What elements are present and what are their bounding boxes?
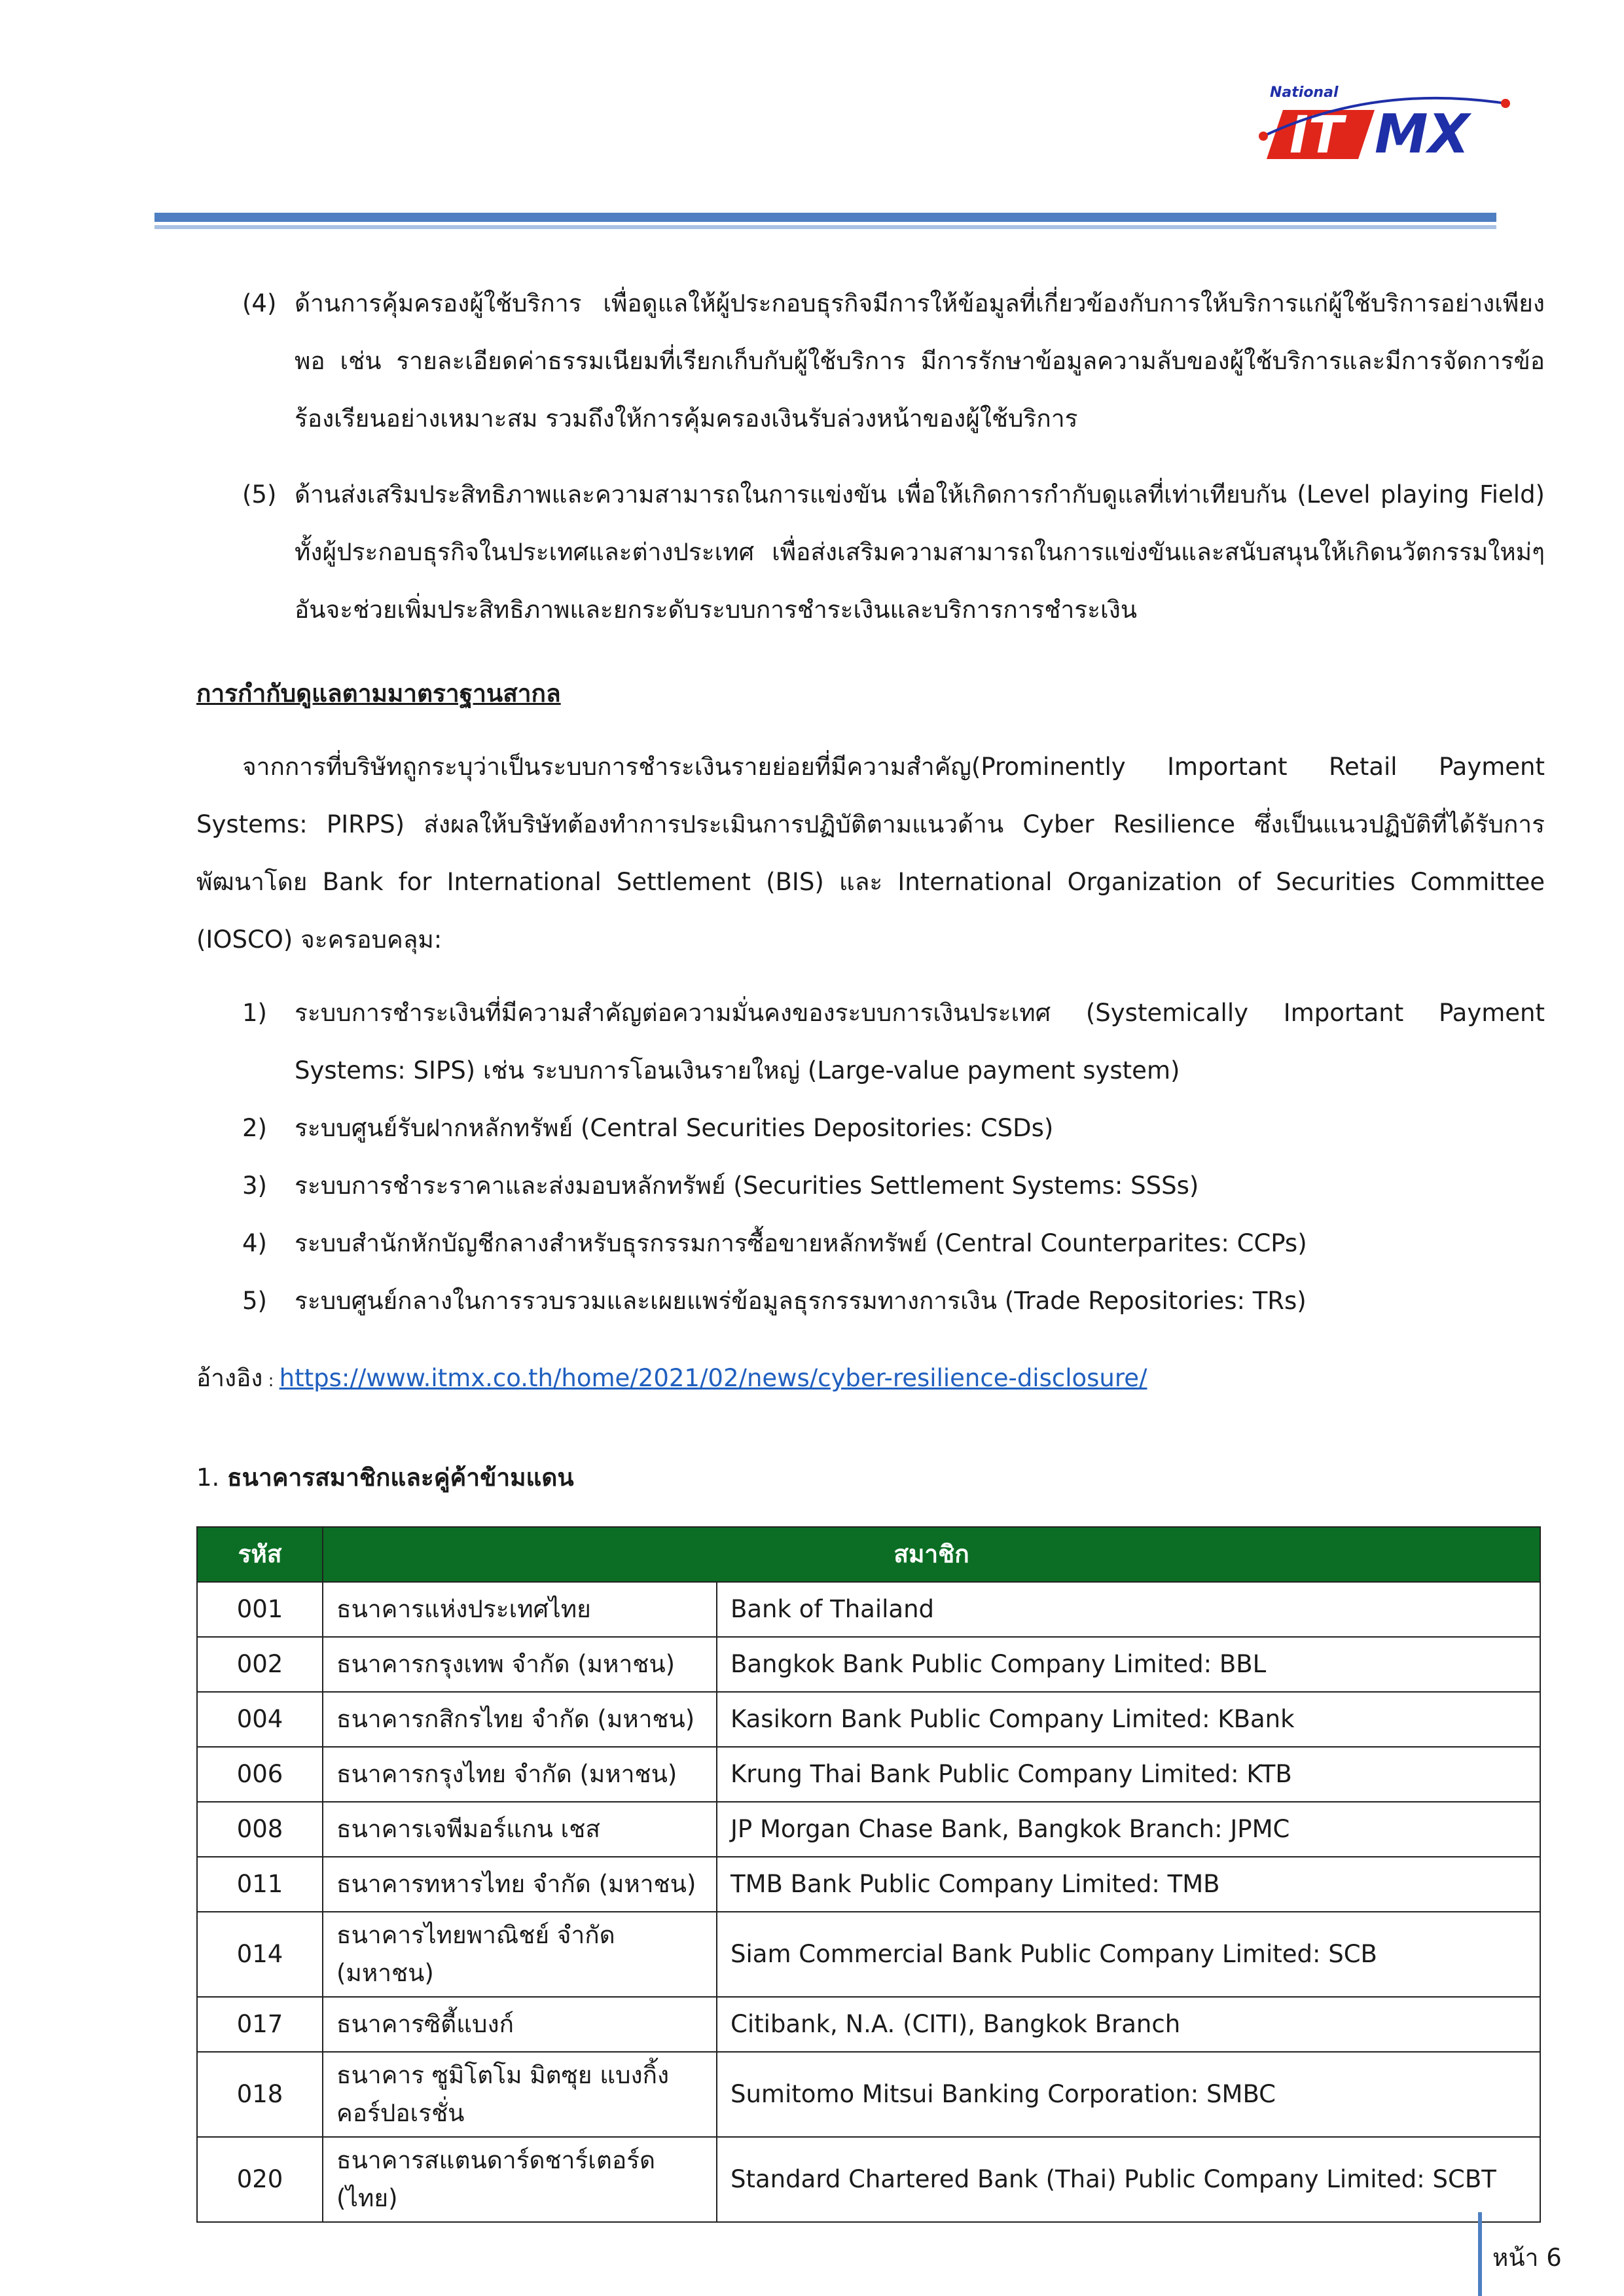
page-number: หน้า 6	[1492, 2244, 1562, 2272]
list-item-number: 3)	[242, 1172, 267, 1200]
list-item-text: ระบบศูนย์รับฝากหลักทรัพย์ (Central Securities Depositories: CSDs)	[295, 1114, 1054, 1142]
table-row	[197, 1802, 1540, 1857]
list-item	[196, 1100, 1545, 1157]
row-code: 001	[197, 1582, 323, 1637]
intro-item	[196, 275, 1545, 448]
row-thai-name: ธนาคารซิตี้แบงก์	[323, 1997, 717, 2052]
row-english-name: Bangkok Bank Public Company Limited: BBL	[717, 1637, 1540, 1692]
list-item	[196, 1215, 1545, 1272]
row-code: 018	[197, 2052, 323, 2137]
list-item-number: 1)	[242, 999, 267, 1027]
row-code: 020	[197, 2137, 323, 2222]
row-code: 002	[197, 1637, 323, 1692]
reference-label: อ้างอิง	[196, 1364, 263, 1392]
row-thai-name: ธนาคารกรุงไทย จำกัด (มหาชน)	[323, 1747, 717, 1802]
list-item-text: ระบบการชำระเงินที่มีความสำคัญต่อความมั่นคงของระบบการเงินประเทศ (Systemically Important Payment Systems: SIPS) เช่น ระบบการโอนเงินรายใหญ่ (Large-value payment system)	[295, 999, 1545, 1085]
table-row	[197, 2137, 1540, 2222]
intro-item-number: (4)	[242, 289, 277, 317]
members-table	[196, 1526, 1541, 2223]
row-english-name: TMB Bank Public Company Limited: TMB	[717, 1857, 1540, 1912]
document-content	[196, 275, 1545, 2223]
row-english-name: Sumitomo Mitsui Banking Corporation: SMBC	[717, 2052, 1540, 2137]
list-item	[196, 1157, 1545, 1215]
row-code: 017	[197, 1997, 323, 2052]
logo-small-text: National	[1270, 84, 1339, 101]
row-code: 004	[197, 1692, 323, 1747]
row-english-name: Standard Chartered Bank (Thai) Public Company Limited: SCBT	[717, 2137, 1540, 2222]
row-code: 006	[197, 1747, 323, 1802]
intro-item-text: ด้านการคุ้มครองผู้ใช้บริการ เพื่อดูแลให้ผู้ประกอบธุรกิจมีการให้ข้อมูลที่เกี่ยวข้องกับการให้บริการแก่ผู้ใช้บริการอย่างเพียงพอ เช่น รายละเอียดค่าธรรมเนียมที่เรียกเก็บกับผู้ใช้บริการ มีการรักษาข้อมูลความลับของผู้ใช้บริการและมีการจัดการข้อร้องเรียนอย่างเหมาะสม รวมถึงให้การคุ้มครองเงินรับล่วงหน้าของผู้ใช้บริการ	[295, 289, 1545, 433]
list-item-text: ระบบศูนย์กลางในการรวบรวมและเผยแพร่ข้อมูลธุรกรรมทางการเงิน (Trade Repositories: TRs)	[295, 1287, 1307, 1315]
logo-it-text: IT	[1290, 106, 1344, 165]
table-heading-title: ธนาคารสมาชิกและคู่ค้าข้ามแดน	[227, 1463, 574, 1492]
reference-link[interactable]: https://www.itmx.co.th/home/2021/02/news/cyber-resilience-disclosure/	[279, 1364, 1147, 1392]
row-code: 011	[197, 1857, 323, 1912]
row-code: 014	[197, 1912, 323, 1997]
header-member: สมาชิก	[323, 1527, 1540, 1582]
table-header-row	[197, 1527, 1540, 1582]
row-english-name: Bank of Thailand	[717, 1582, 1540, 1637]
list-item	[196, 984, 1545, 1100]
table-row	[197, 1637, 1540, 1692]
table-row	[197, 1582, 1540, 1637]
itmx-logo-graphic	[1244, 71, 1525, 169]
row-thai-name: ธนาคารกรุงเทพ จำกัด (มหาชน)	[323, 1637, 717, 1692]
list-item-number: 5)	[242, 1287, 267, 1315]
row-thai-name: ธนาคารกสิกรไทย จำกัด (มหาชน)	[323, 1692, 717, 1747]
list-item-number: 2)	[242, 1114, 267, 1142]
body-paragraph: จากการที่บริษัทถูกระบุว่าเป็นระบบการชำระเงินรายย่อยที่มีความสำคัญ(Prominently Important Retail Payment Systems: PIRPS) ส่งผลให้บริษัทต้องทำการประเมินการปฏิบัติตามแนวด้าน Cyber Resilience ซึ่งเป็นแนวปฏิบัติที่ได้รับการพัฒนาโดย Bank for International Settlement (BIS) และ International Organization of Securities Committee (IOSCO) จะครอบคลุม:	[196, 753, 1545, 954]
row-thai-name: ธนาคารเจพีมอร์แกน เชส	[323, 1802, 717, 1857]
list-item	[196, 1272, 1545, 1330]
intro-item-text: ด้านส่งเสริมประสิทธิภาพและความสามารถในการแข่งขัน เพื่อให้เกิดการกำกับดูแลที่เท่าเทียบกัน (Level playing Field) ทั้งผู้ประกอบธุรกิจในประเทศและต่างประเทศ เพื่อส่งเสริมความสามารถในการแข่งขันและสนับสนุนให้เกิดนวัตกรรมใหม่ๆ อันจะช่วยเพิ่มประสิทธิภาพและยกระดับระบบการชำระเงินและบริการการชำระเงิน	[295, 480, 1545, 624]
row-english-name: JP Morgan Chase Bank, Bangkok Branch: JPMC	[717, 1802, 1540, 1857]
header-rule-light	[154, 225, 1496, 229]
logo-mx-text: MX	[1375, 103, 1470, 166]
intro-item	[196, 466, 1545, 639]
section-heading: การกำกับดูแลตามมาตราฐานสากล	[196, 679, 561, 708]
reference-colon: :	[262, 1371, 280, 1391]
footer-bar	[1478, 2212, 1482, 2296]
row-english-name: Citibank, N.A. (CITI), Bangkok Branch	[717, 1997, 1540, 2052]
intro-item-number: (5)	[242, 480, 277, 509]
table-row	[197, 1912, 1540, 1997]
itmx-logo	[1244, 71, 1525, 169]
row-thai-name: ธนาคารไทยพาณิชย์ จำกัด (มหาชน)	[323, 1912, 717, 1997]
list-item-text: ระบบสำนักหักบัญชีกลางสำหรับธุรกรรมการซื้อขายหลักทรัพย์ (Central Counterparites: CCPs)	[295, 1229, 1307, 1257]
row-thai-name: ธนาคาร ซูมิโตโม มิตซุย แบงกิ้ง คอร์ปอเรชั่น	[323, 2052, 717, 2137]
header-code: รหัส	[197, 1527, 323, 1582]
list-item-number: 4)	[242, 1229, 267, 1257]
table-heading	[196, 1449, 1545, 1507]
row-code: 008	[197, 1802, 323, 1857]
table-row	[197, 1857, 1540, 1912]
table-heading-number: 1.	[196, 1463, 228, 1492]
reference-line	[196, 1350, 1545, 1410]
row-english-name: Kasikorn Bank Public Company Limited: KBank	[717, 1692, 1540, 1747]
list-item-text: ระบบการชำระราคาและส่งมอบหลักทรัพย์ (Securities Settlement Systems: SSSs)	[295, 1172, 1199, 1200]
table-row	[197, 2052, 1540, 2137]
row-thai-name: ธนาคารแห่งประเทศไทย	[323, 1582, 717, 1637]
header-rule	[154, 213, 1496, 222]
row-english-name: Siam Commercial Bank Public Company Limited: SCB	[717, 1912, 1540, 1997]
table-row	[197, 1997, 1540, 2052]
row-thai-name: ธนาคารสแตนดาร์ดชาร์เตอร์ด (ไทย)	[323, 2137, 717, 2222]
row-thai-name: ธนาคารทหารไทย จำกัด (มหาชน)	[323, 1857, 717, 1912]
row-english-name: Krung Thai Bank Public Company Limited: KTB	[717, 1747, 1540, 1802]
table-row	[197, 1747, 1540, 1802]
table-row	[197, 1692, 1540, 1747]
